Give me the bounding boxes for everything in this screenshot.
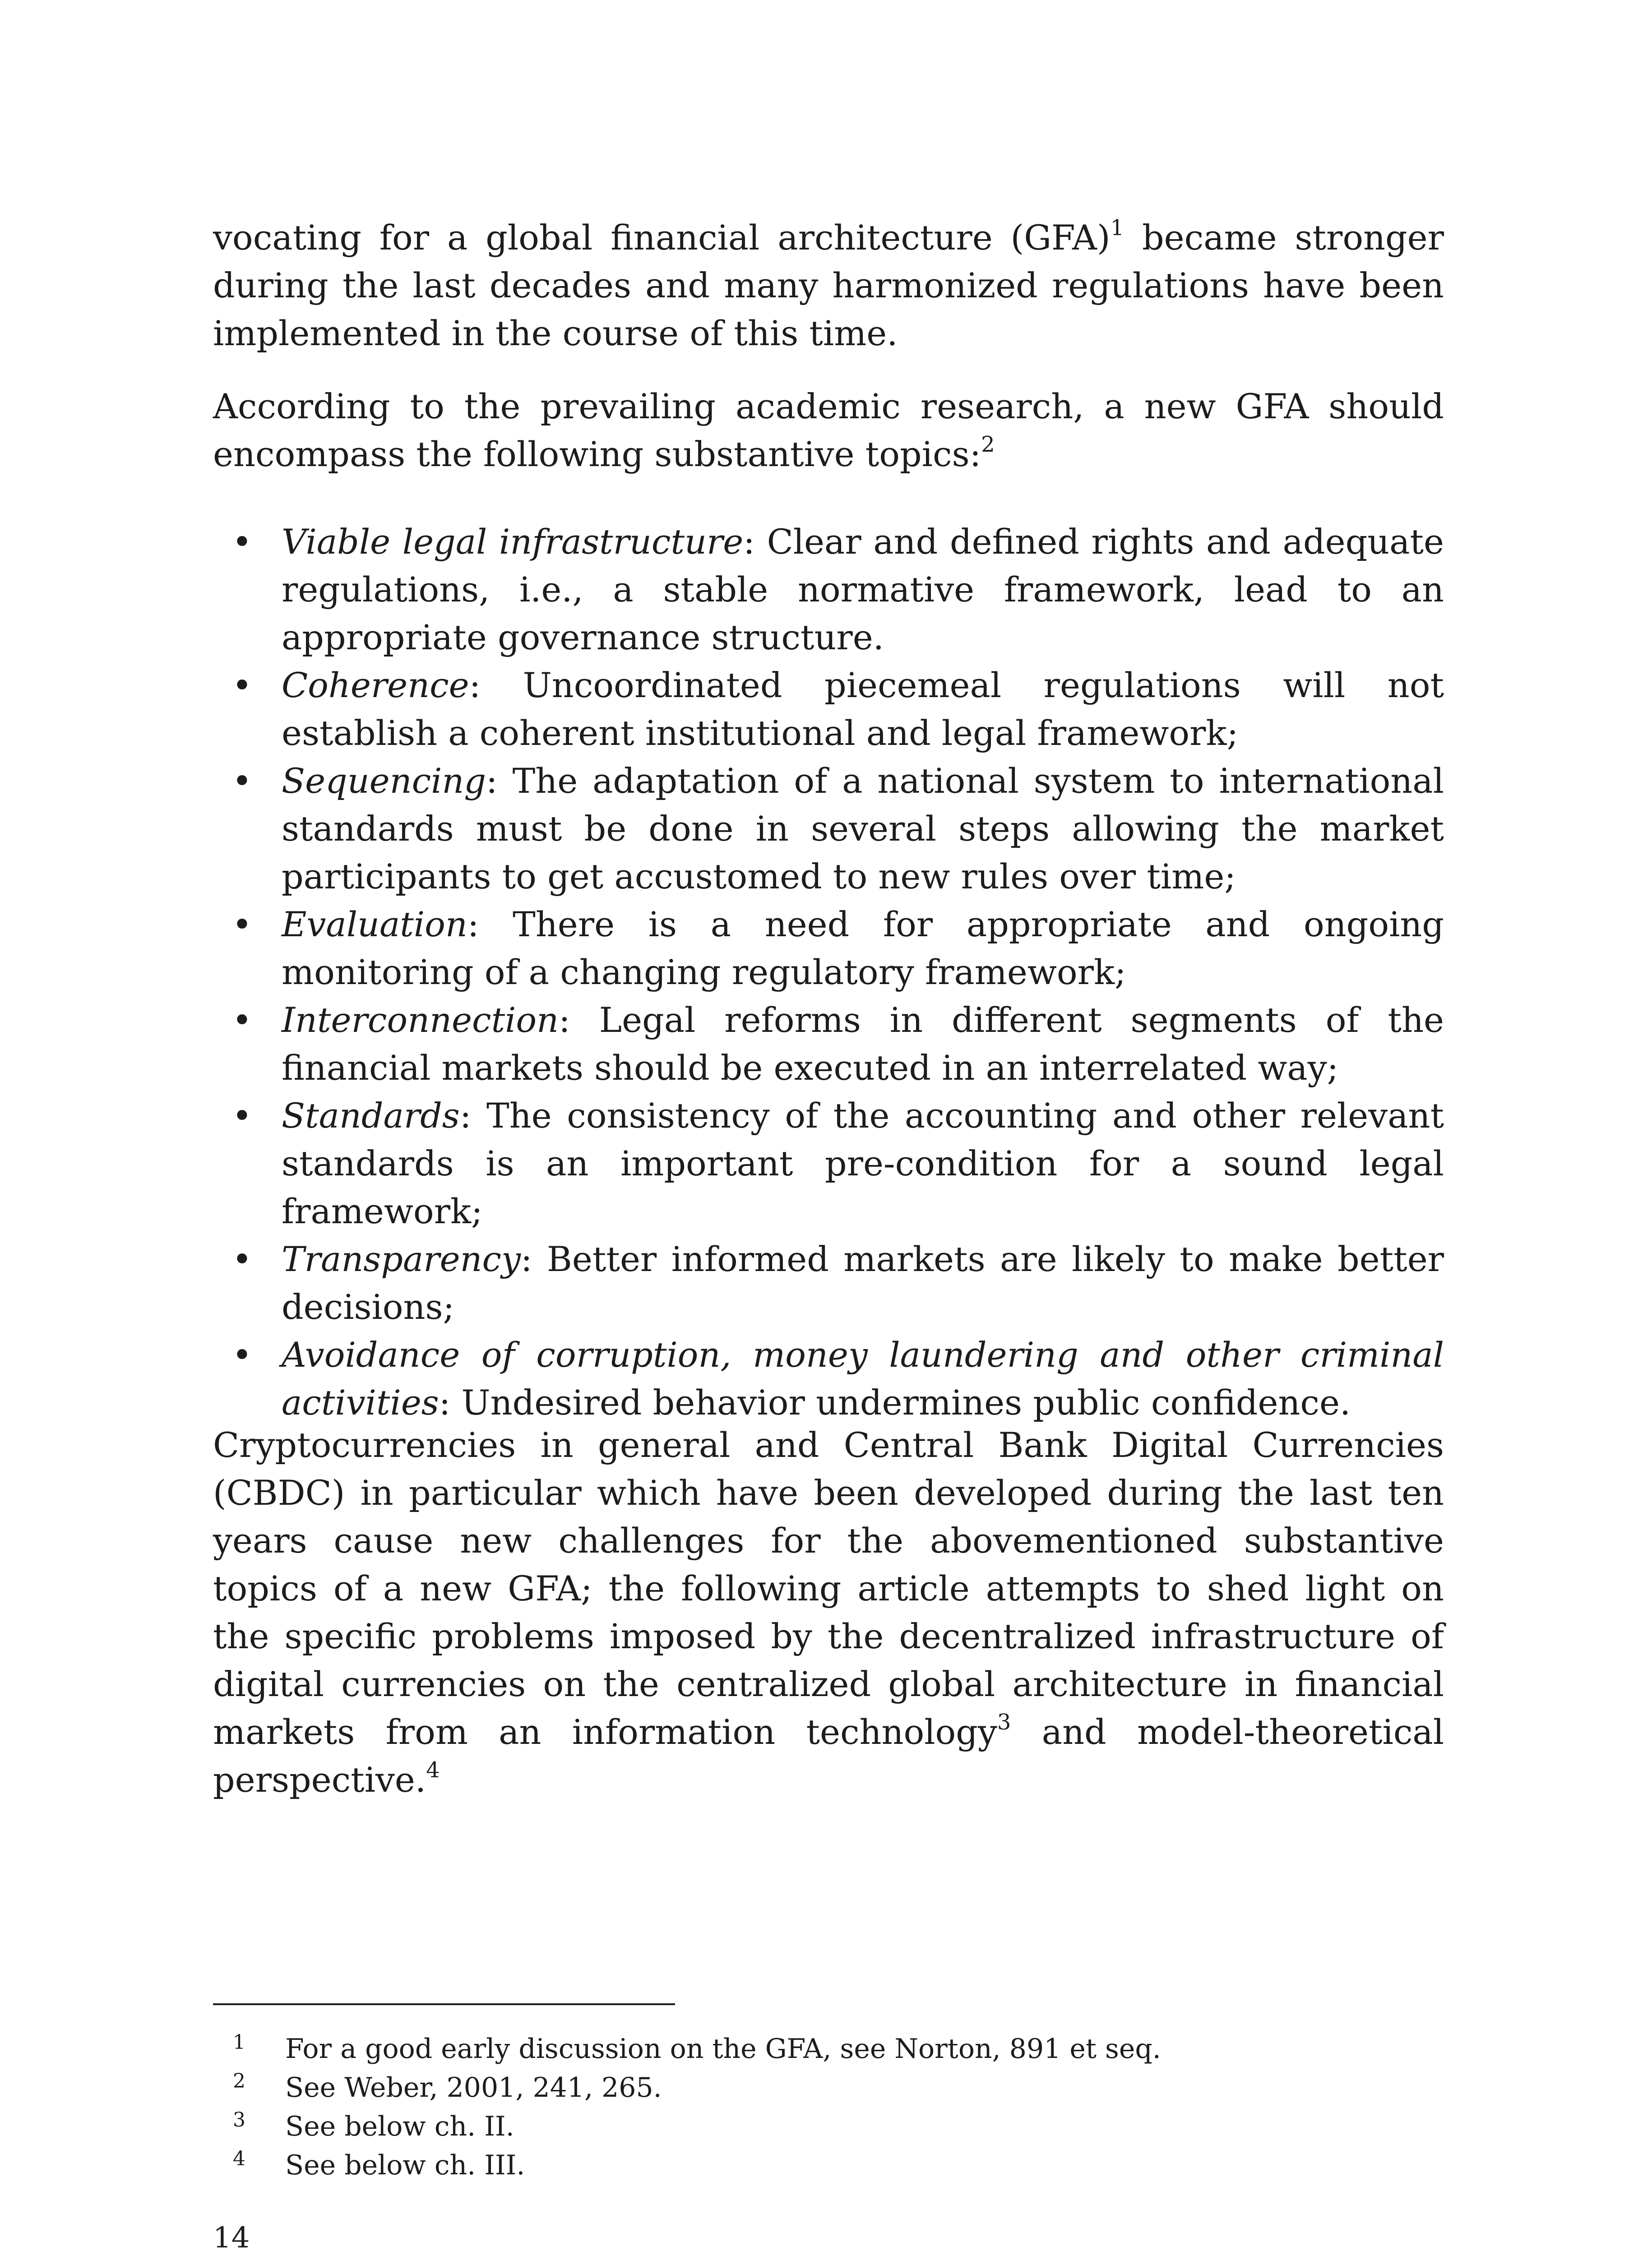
topic-term: Transparency [282,1239,521,1279]
topic-description: : Clear and defined rights and adequate regulations, i.e., a stable normative framework, lead to an appropriate governance structure. [282,522,1444,657]
page-number: 14 [213,2221,250,2255]
topic-description: : The adaptation of a national system to international standards must be done in several steps allowing the market participants to get accustomed to new rules over time; [282,761,1444,897]
topic-term: Sequencing [282,761,486,801]
footnote-text: See below ch. II. [285,2111,514,2142]
footnote-ref-3: 3 [997,1710,1011,1735]
bullet-icon: • [232,1096,252,1136]
bullet-icon: • [232,665,252,705]
list-item [213,1235,1444,1331]
footnote [213,2146,1444,2185]
paragraph-text: and model-theoretical perspective. [213,1712,1444,1800]
footnote [213,2029,1444,2068]
footnote-divider [213,2003,675,2005]
list-item [213,518,1444,661]
paragraph-text: became stronger during the last decades and many harmonized regulations have been implemented in the course of this time. [213,217,1444,353]
topic-term: Coherence [282,665,469,705]
footnote-ref-4: 4 [426,1757,440,1783]
bullet-icon: • [232,904,252,944]
footnote [213,2107,1444,2146]
topic-description: : Uncoordinated piecemeal regulations will not establish a coherent institutional and legal framework; [282,665,1444,753]
list-item [213,757,1444,901]
list-item [213,901,1444,996]
topic-description: : There is a need for appropriate and ongoing monitoring of a changing regulatory framework; [282,904,1444,992]
bullet-icon: • [232,522,252,562]
footnote-ref-2: 2 [981,432,995,457]
topic-description: : Undesired behavior undermines public confidence. [439,1382,1351,1423]
topic-term: Standards [282,1096,460,1136]
bullet-icon: • [232,761,252,801]
list-item [213,661,1444,757]
paragraph-gfa-intro [213,214,1444,357]
topic-description: : Legal reforms in different segments of the financial markets should be executed in an interrelated way; [282,1000,1444,1088]
footnote-number: 1 [233,2031,245,2054]
topic-term: Avoidance of corruption, money laundering and other criminal activities [282,1335,1444,1423]
footnote-ref-1: 1 [1110,215,1124,240]
paragraph-text: vocating for a global financial architecture (GFA) [213,217,1111,258]
paragraph-text: Cryptocurrencies in general and Central Bank Digital Currencies (CBDC) in particular which have been developed during the last ten years cause new challenges for the abovementioned substantive topics of a new GFA; the following article attempts to shed light on the specific problems imposed by the decentralized infrastructure of digital currencies on the centralized global architecture in financial markets from an information technology [213,1425,1444,1752]
paragraph-text: According to the prevailing academic research, a new GFA should encompass the following substantive topics: [213,386,1444,474]
topic-description: : Better informed markets are likely to make better decisions; [282,1239,1444,1327]
bullet-icon: • [232,1239,252,1279]
list-item [213,1331,1444,1427]
list-item [213,996,1444,1092]
footnotes-section [213,2029,1444,2185]
footnote-number: 4 [233,2147,245,2170]
footnote [213,2068,1444,2107]
footnote-number: 2 [233,2070,245,2093]
topic-description: : The consistency of the accounting and other relevant standards is an important pre-condition for a sound legal framework; [282,1096,1444,1231]
footnote-text: For a good early discussion on the GFA, see Norton, 891 et seq. [285,2033,1161,2065]
topic-term: Interconnection [282,1000,559,1040]
footnote-text: See below ch. III. [285,2150,525,2181]
topic-term: Evaluation [282,904,467,944]
substantive-topics-list [213,518,1444,1427]
footnote-number: 3 [233,2108,245,2131]
bullet-icon: • [232,1335,252,1375]
paragraph-cryptocurrencies [213,1421,1444,1804]
footnote-text: See Weber, 2001, 241, 265. [285,2072,662,2103]
topic-term: Viable legal infrastructure [282,522,744,562]
list-item [213,1092,1444,1235]
bullet-icon: • [232,1000,252,1040]
paragraph-topics-intro [213,383,1444,478]
